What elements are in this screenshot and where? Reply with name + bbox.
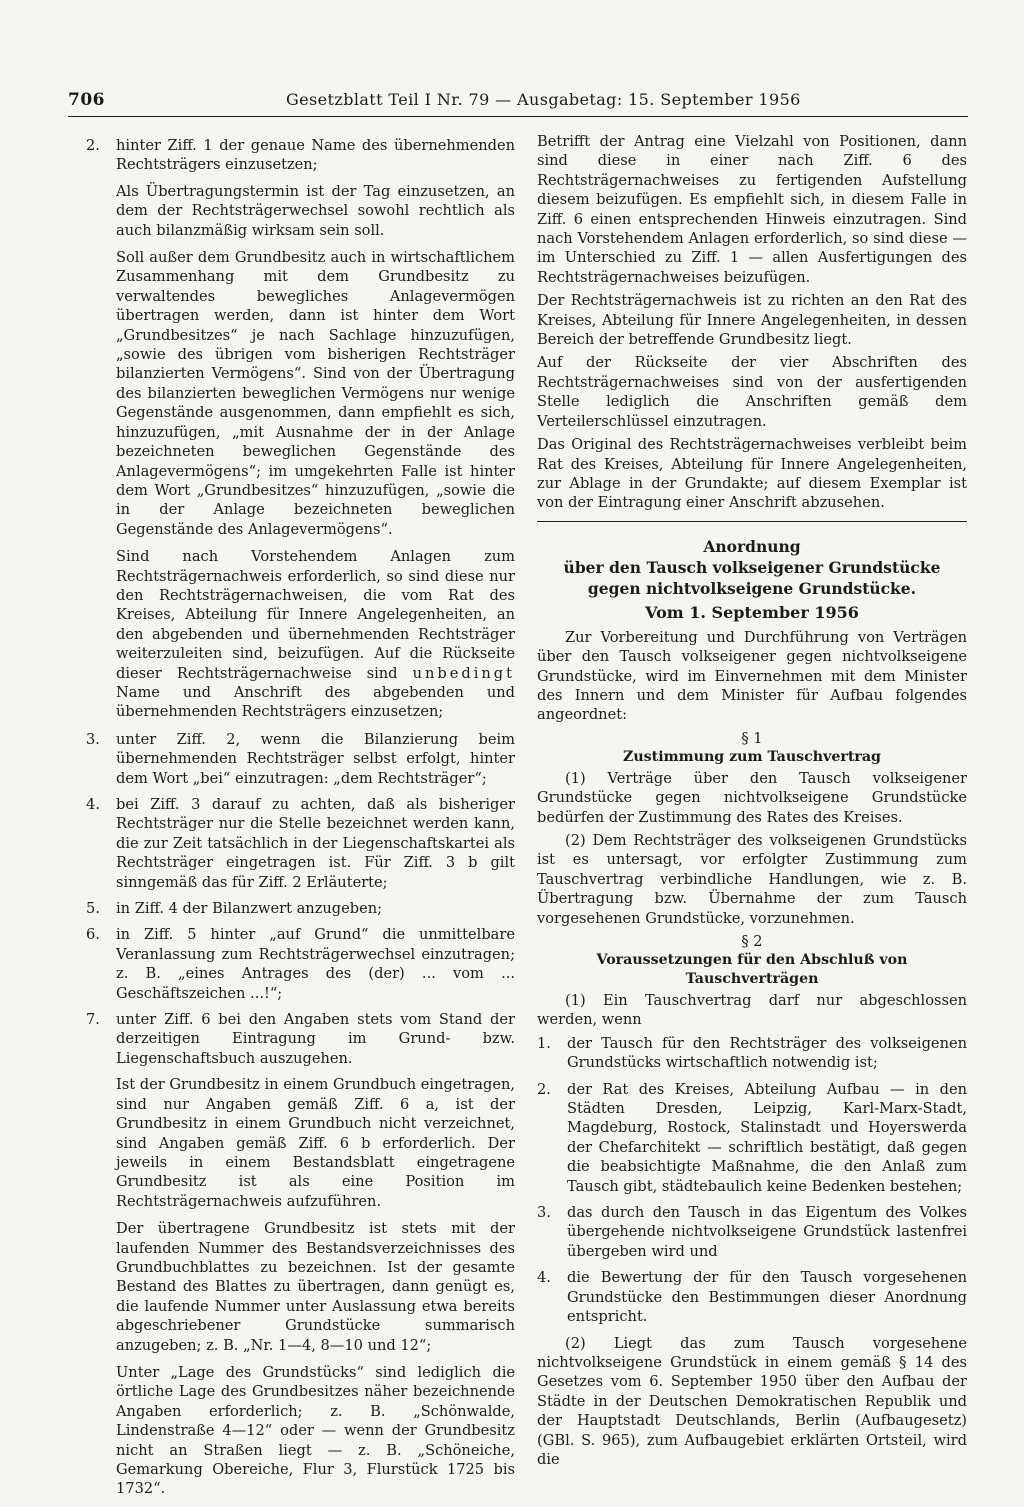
list-item <box>86 899 515 918</box>
item-text: die Bewertung der für den Tausch vorgesehenen Grundstücke den Bestimmungen dieser Anordnung entspricht. <box>567 1269 967 1326</box>
section-title: Zustimmung zum Tauschvertrag <box>623 748 881 765</box>
item-number: 6. <box>86 926 100 944</box>
paragraph-text: Name und Anschrift des abgebenden und übernehmenden Rechtsträgers einzusetzen; <box>116 683 515 721</box>
paragraph: (2) Liegt das zum Tausch vorgesehene nichtvolkseigene Grundstück in einem gemäß § 14 des Gesetzes vom 6. September 1950 über den Aufbau der Städte in der Deutschen Demokratischen Republik und der Hauptstadt Deutschlands, Berlin (Aufbaugesetz) (GBl. S. 965), zum Aufbaugebiet erklärten Ortsteil, wird die <box>537 1334 967 1468</box>
list-item <box>537 1268 967 1326</box>
item-text: in Ziff. 4 der Bilanzwert anzugeben; <box>116 900 383 918</box>
item-text: unter Ziff. 2, wenn die Bilanzierung beim übernehmenden Rechtsträger selbst erfolgt, hinter dem Wort „bei“ einzutragen: „dem Rechtsträger“; <box>116 730 515 787</box>
list-item <box>86 730 515 788</box>
list-item <box>86 1010 515 1068</box>
section-divider <box>537 521 967 522</box>
list-item <box>537 1034 967 1073</box>
item-text: das durch den Tausch in das Eigentum des Volkes übergehende nichtvolkseigene Grundstück lastenfrei übergeben wird und <box>567 1204 967 1260</box>
section-title: Voraussetzungen für den Abschluß von Tauschverträgen <box>596 952 908 987</box>
condition-list <box>537 1034 967 1327</box>
paragraph: (1) Verträge über den Tausch volkseigener Grundstücke gegen nichtvolkseigene Grundstücke bedürfen der Zustimmung des Rates des Kreises. <box>537 769 967 826</box>
list-item <box>86 136 515 175</box>
item-number: 3. <box>86 730 100 748</box>
item-text: hinter Ziff. 1 der genaue Name des übernehmenden Rechtsträgers einzusetzen; <box>116 137 515 174</box>
header-title: Gesetzblatt Teil I Nr. 79 — Ausgabetag: 15. September 1956 <box>286 90 801 109</box>
item-number: 4. <box>86 796 100 813</box>
right-column <box>537 132 967 1473</box>
paragraph: (1) Ein Tauschvertrag darf nur abgeschlossen werden, wenn <box>537 992 967 1029</box>
list-item <box>86 795 515 892</box>
section-number: § 2 <box>741 933 763 950</box>
item-text: der Tausch für den Rechtsträger des volkseigenen Grundstücks wirtschaftlich notwendig ist; <box>567 1034 967 1072</box>
paragraph: (2) Dem Rechtsträger des volkseigenen Grundstücks ist es untersagt, vor erfolgter Zustimmung zum Tauschvertrag verbindliche Handlungen, wie z. B. Übertragung bzw. Übernahme der zum Tausch vorgesehenen Grundstücke, vorzunehmen. <box>537 831 967 927</box>
item-number: 5. <box>86 900 100 918</box>
left-column <box>86 136 515 1507</box>
paragraph: Auf der Rückseite der vier Abschriften des Rechtsträgernachweises sind von der ausfertigenden Stelle lediglich die Anschriften gemäß dem Verteilerschlüssel einzutragen. <box>537 354 967 430</box>
paragraph <box>116 547 515 722</box>
item-number: 2. <box>537 1080 551 1098</box>
paragraph: Unter „Lage des Grundstücks“ sind lediglich die örtliche Lage des Grundbesitzes näher bezeichnende Angaben erforderlich; z. B. „Schönwalde, Lindenstraße 4—12“ oder — wenn der Grundbesitz nicht an Straßen liegt — z. B. „Schöneiche, Gemarkung Obereiche, Flur 3, Flurstück 1725 bis 1732“. <box>116 1363 515 1498</box>
item-text: bei Ziff. 3 darauf zu achten, daß als bisheriger Rechtsträger nur die Stelle bezeichnet werden kann, die zur Zeit tatsächlich in der Liegenschaftskartei als Rechtsträger eingetragen ist. Für Ziff. 3 b gilt sinngemäß das für Ziff. 2 Erläuterte; <box>116 796 515 891</box>
item-number: 2. <box>86 137 100 154</box>
ordinance-subtitle: gegen nichtvolkseigene Grundstücke. <box>587 578 917 598</box>
item-text: unter Ziff. 6 bei den Angaben stets vom Stand der derzeitigen Eintragung im Grund- bzw. Liegenschaftsbuch auszugehen. <box>116 1011 515 1067</box>
preamble: Zur Vorbereitung und Durchführung von Verträgen über den Tausch volkseigener gegen nichtvolkseigene Grundstücke, wird im Einvernehmen mit dem Minister des Innern und dem Minister für Aufbau folgendes angeordnet: <box>537 628 967 724</box>
paragraph: Ist der Grundbesitz in einem Grundbuch eingetragen, sind nur Angaben gemäß Ziff. 6 a, ist der Grundbesitz in einem Grundbuch nicht verzeichnet, sind Angaben gemäß Ziff. 6 b erforderlich. Der jeweils in einem Bestandsblatt eingetragene Grundbesitz ist als eine Position im Rechtsträgernachweis aufzuführen. <box>116 1076 515 1210</box>
paragraph-text: Sind nach Vorstehendem Anlagen zum Rechtsträgernachweis erforderlich, so sind diese nur den Rechtsträgernachweisen, die vom Rat des Kreises, Abteilung für Innere Angelegenheiten, an den abgebenden und übernehmenden Rechtsträger weiterzuleiten sind, beizufügen. Auf die Rückseite dieser Rechtsträgernachweise sind <box>116 548 515 682</box>
paragraph: Als Übertragungstermin ist der Tag einzusetzen, an dem der Rechtsträgerwechsel sowohl rechtlich als auch bilanzmäßig wirksam sein soll. <box>116 182 515 239</box>
list-item <box>86 925 515 1003</box>
ordinance-subtitle: über den Tausch volkseigener Grundstücke <box>563 557 941 577</box>
item-number: 7. <box>86 1011 100 1029</box>
list-item <box>537 1203 967 1261</box>
page-number: 706 <box>68 90 105 110</box>
paragraph: Das Original des Rechtsträgernachweises verbleibt beim Rat des Kreises, Abteilung für Innere Angelegenheiten, zur Ablage in der Grundakte; auf diesem Exemplar ist von der Eintragung einer Anschrift abzusehen. <box>537 436 967 512</box>
list-item <box>537 1080 967 1196</box>
item-number: 4. <box>537 1269 551 1287</box>
item-number: 1. <box>537 1034 551 1052</box>
item-text: in Ziff. 5 hinter „auf Grund“ die unmittelbare Veranlassung zum Rechtsträgerwechsel einzutragen; z. B. „eines Antrages des (der) ... vom ... Geschäftszeichen ...!“; <box>116 926 515 1002</box>
ordinance-title: Anordnung <box>703 536 801 556</box>
emphasized-word: unbedingt <box>412 664 515 682</box>
item-number: 3. <box>537 1204 551 1222</box>
paragraph: Der Rechtsträgernachweis ist zu richten an den Rat des Kreises, Abteilung für Innere Angelegenheiten, in dessen Bereich der betreffende Grundbesitz liegt. <box>537 292 967 349</box>
paragraph: Betrifft der Antrag eine Vielzahl von Positionen, dann sind diese in einer nach Ziff. 6 des Rechtsträgernachweises zu fertigenden Aufstellung diesem beizufügen. Es empfiehlt sich, in diesem Falle in Ziff. 6 einen entsprechenden Hinweis einzutragen. Sind nach Vorstehendem Anlagen erforderlich, so sind diese — im Unterschied zu Ziff. 1 — allen Ausfertigungen des Rechtsträgernachweises beizufügen. <box>537 133 967 286</box>
paragraph: Soll außer dem Grundbesitz auch in wirtschaftlichem Zusammenhang mit dem Grundbesitz zu verwaltendes bewegliches Anlagevermögen übertragen werden, dann ist hinter dem Wort „Grundbesitzes“ je nach Sachlage hinzuzufügen, „sowie des übrigen vom bisherigen Rechtsträger bilanzierten Vermögens“. Sind von der Übertragung des bilanzierten beweglichen Vermögens nur wenige Gegenstände ausgenommen, dann empfiehlt es sich, hinzuzufügen, „mit Ausnahme der in der Anlage bezeichneten beweglichen Gegenstände des Anlagevermögens“; im umgekehrten Falle ist hinter dem Wort „Grundbesitzes“ hinzuzufügen, „sowie die in der Anlage bezeichneten beweglichen Gegenstände des Anlagevermögens“. <box>116 249 515 538</box>
ordinance-date: Vom 1. September 1956 <box>645 602 859 622</box>
section-number: § 1 <box>741 729 763 747</box>
paragraph: Der übertragene Grundbesitz ist stets mit der laufenden Nummer des Bestandsverzeichnisses des Grundbuchblattes zu bezeichnen. Ist der gesamte Bestand des Blattes zu übertragen, dann genügt es, die laufende Nummer unter Auslassung etwa bereits abgeschriebener Grundstücke summarisch anzugeben; z. B. „Nr. 1—4, 8—10 und 12“; <box>116 1220 515 1354</box>
page-header <box>68 86 968 117</box>
item-text: der Rat des Kreises, Abteilung Aufbau — in den Städten Dresden, Leipzig, Karl-Marx-Stadt, Magdeburg, Rostock, Stalinstadt und Hoyerswerda der Chefarchitekt — schriftlich bestätigt, daß gegen die beabsichtigte Maßnahme, die den Anlaß zum Tausch gibt, städtebaulich keine Bedenken bestehen; <box>567 1080 967 1195</box>
